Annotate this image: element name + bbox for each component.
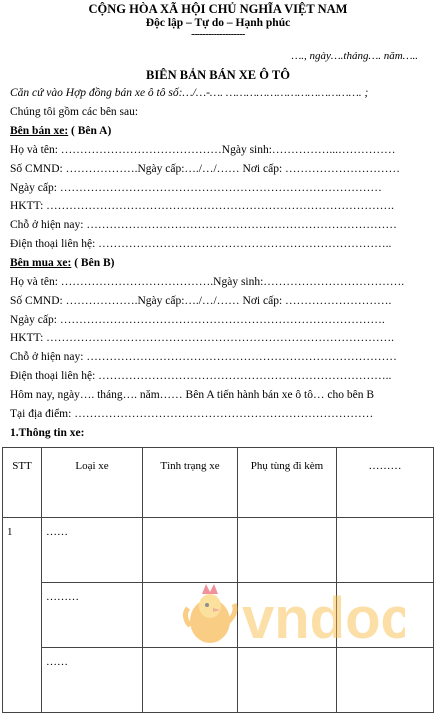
vndoc-watermark-logo xyxy=(180,576,405,661)
seller-heading xyxy=(10,125,111,137)
seller-heading-suffix: ( Bên A) xyxy=(68,125,112,137)
svg-text:vndoc: vndoc xyxy=(242,586,405,651)
col-stt: STT xyxy=(3,448,42,518)
col-condition: Tình trạng xe xyxy=(143,448,238,518)
buyer-hktt: HKTT: ………………………………………………………………………………. xyxy=(10,332,395,344)
header-motto: Độc lập – Tự do – Hạnh phúc xyxy=(145,17,291,29)
header-divider: ------------------- xyxy=(191,29,245,40)
buyer-phone: Điện thoại liên hệ: ………………………………………………………………….. xyxy=(10,370,392,382)
basis-line: Căn cứ vào Hợp đồng bán xe ô tô số:…/…-…. …………………………………. ; xyxy=(10,87,369,99)
buyer-issued: Ngày cấp: …………………………………………………………………………. xyxy=(10,314,385,326)
seller-id: Số CMND: ……………….Ngày cấp:…./…/…… Nơi cấp: ………………………… xyxy=(10,163,401,175)
buyer-heading-label: Bên mua xe: xyxy=(10,257,72,269)
buyer-name: Họ và tên: ………………………………….Ngày sinh:………………………………. xyxy=(10,276,405,288)
table-cell[interactable]: …… xyxy=(42,518,143,583)
col-extra: ……… xyxy=(337,448,434,518)
seller-issued: Ngày cấp: ………………………………………………………………………… xyxy=(10,182,382,194)
stt-cell: 1 xyxy=(3,518,42,713)
col-vehicle-type: Loại xe xyxy=(42,448,143,518)
seller-hktt: HKTT: ………………………………………………………………………………. xyxy=(10,200,395,212)
table-cell[interactable] xyxy=(238,518,337,583)
table-header-row xyxy=(3,448,434,518)
handover-line: Hôm nay, ngày…. tháng…. năm…… Bên A tiến hành bán xe ô tô… cho bên B xyxy=(10,389,375,401)
document-title: BIÊN BẢN BÁN XE Ô TÔ xyxy=(146,68,290,82)
table-cell[interactable] xyxy=(143,518,238,583)
buyer-heading-suffix: ( Bên B) xyxy=(71,257,115,269)
col-accessories: Phụ tùng đi kèm xyxy=(238,448,337,518)
table-cell[interactable] xyxy=(337,518,434,583)
vndoc-logo-icon xyxy=(180,576,405,656)
seller-address: Chỗ ở hiện nay: ……………………………………………………………………… xyxy=(10,219,397,231)
date-line: …., ngày….tháng…. năm….. xyxy=(291,50,418,62)
buyer-address: Chỗ ở hiện nay: ……………………………………………………………………… xyxy=(10,351,397,363)
seller-heading-label: Bên bán xe: xyxy=(10,125,69,137)
header-country: CỘNG HÒA XÃ HỘI CHỦ NGHĨA VIỆT NAM xyxy=(88,2,348,16)
table-cell[interactable]: …… xyxy=(42,648,143,713)
table-cell[interactable]: ……… xyxy=(42,583,143,648)
parties-intro: Chúng tôi gồm các bên sau: xyxy=(10,106,139,118)
seller-name: Họ và tên: ……………………………………Ngày sinh:……………...…………… xyxy=(10,144,396,156)
buyer-id: Số CMND: ……………….Ngày cấp:…./…/…… Nơi cấp: ………………………. xyxy=(10,295,392,307)
section-vehicle-info: 1.Thông tin xe: xyxy=(10,427,85,439)
seller-phone: Điện thoại liên hệ: ………………………………………………………………….. xyxy=(10,238,392,250)
table-row xyxy=(3,518,434,583)
location-line: Tại địa điểm: …………………………………………………………………… xyxy=(10,408,374,420)
buyer-heading xyxy=(10,257,114,269)
